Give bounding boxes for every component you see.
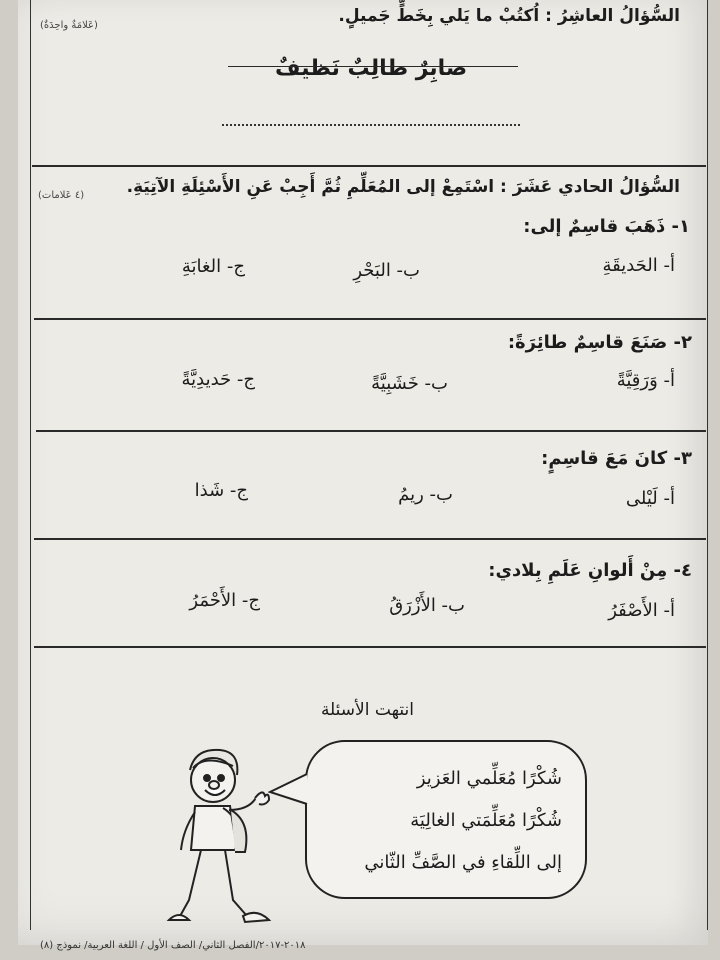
page-footer: ٢٠١٨-٢٠١٧/الفصل الثاني/ الصف الأول / اللغة العربية/ نموذج (٨) [40, 940, 306, 951]
q11-item2-option-a: أ- وَرَقِيَّةً [616, 370, 675, 391]
q11-item4-option-c: ج- الأَحْمَرُ [189, 590, 260, 611]
q11-item1-option-a: أ- الحَديقَةِ [602, 255, 675, 276]
bubble-line-3: إلى اللِّقاءِ في الصَّفِّ الثّاني [364, 852, 562, 873]
writing-line [228, 66, 518, 67]
q11-item1-option-b: ب- البَحْرِ [353, 260, 420, 281]
student-cartoon-illustration [165, 740, 285, 940]
speech-bubble-tail [268, 770, 308, 810]
item-divider [34, 538, 706, 540]
section-divider [34, 646, 706, 648]
q11-item3-option-c: ج- شَذا [194, 480, 248, 501]
q11-item4-question: ٤- مِنْ أَلوانِ عَلَمِ بِلادي: [488, 560, 692, 581]
end-of-questions: انتهت الأسئلة [320, 700, 414, 720]
bubble-line-2: شُكْرًا مُعَلِّمَتي الغالِيَة [410, 810, 562, 831]
q11-item2-option-c: ج- حَديدِيَّةً [181, 369, 255, 390]
section-divider [32, 165, 706, 167]
q11-item1-option-c: ج- الغابَةِ [181, 256, 245, 277]
q11-item3-option-b: ب- ريمُ [398, 484, 453, 505]
q11-item4-option-b: ب- الأَزْرَقُ [389, 595, 465, 616]
q10-sentence: صابِرٌ طالِبٌ نَظيفٌ [275, 56, 468, 81]
q11-item4-option-a: أ- الأَصْفَرُ [608, 600, 675, 621]
q10-marks: (عَلامَةٌ واحِدَةٌ) [40, 20, 98, 31]
q11-item1-question: ١- ذَهَبَ قاسِمٌ إلى: [523, 216, 690, 237]
item-divider [34, 318, 706, 320]
q11-title: السُّؤالُ الحادي عَشَرَ : اسْتَمِعْ إلى المُعَلِّمِ ثُمَّ أَجِبْ عَنِ الأَسْئِلَةِ الآتِيَةِ. [126, 177, 680, 197]
bubble-line-1: شُكْرًا مُعَلِّمي العَزيز [416, 768, 562, 789]
item-divider [36, 430, 706, 432]
q11-marks: (٤ عَلامات) [38, 190, 85, 201]
writing-dotted-line [222, 124, 520, 126]
q11-item2-question: ٢- صَنَعَ قاسِمٌ طائِرَةً: [507, 332, 692, 353]
q10-title: السُّؤالُ العاشِرُ : اُكتُبْ ما يَلي بِخَطٍّ جَميلٍ. [338, 6, 680, 26]
q11-item2-option-b: ب- خَشَبِيَّةً [371, 373, 448, 394]
q11-item3-option-a: أ- لَيْلى [625, 488, 675, 509]
q11-item3-question: ٣- كانَ مَعَ قاسِمٍ: [541, 448, 692, 469]
